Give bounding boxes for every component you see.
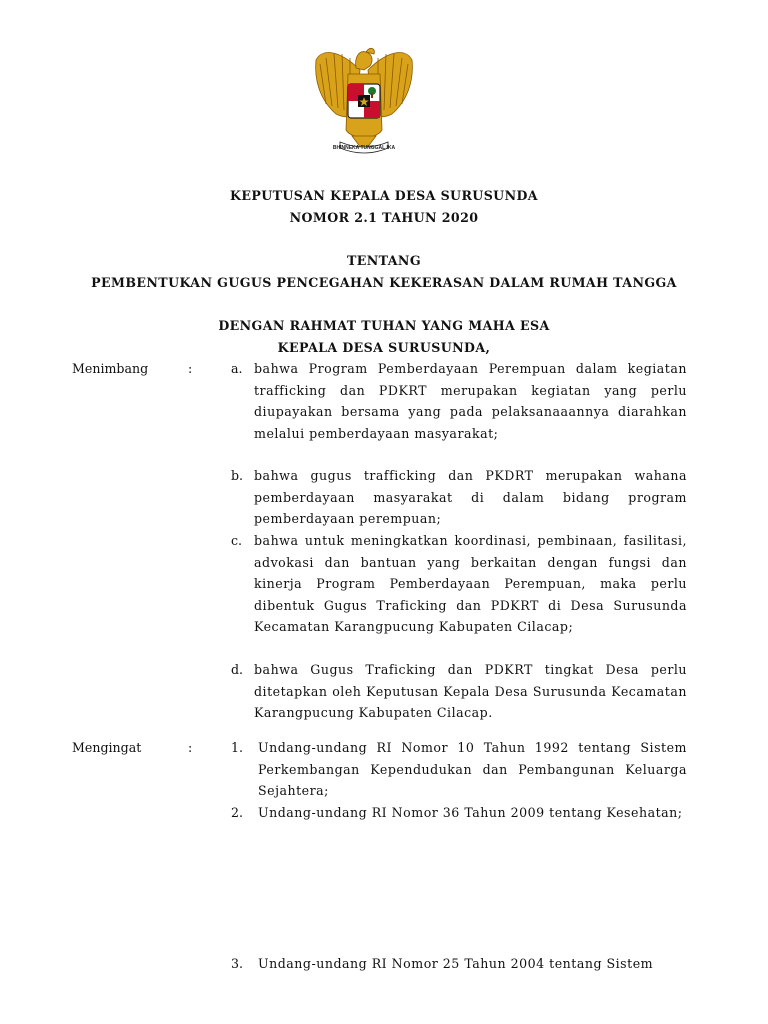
menimbang-marker-b: b.	[231, 468, 244, 483]
mengingat-marker-3: 3.	[231, 956, 244, 971]
rahmat-line: DENGAN RAHMAT TUHAN YANG MAHA ESA	[218, 318, 550, 333]
menimbang-item-a: bahwa Program Pemberdayaan Perempuan dalam kegiatan trafficking dan PDKRT merupakan kegiatan yang perlu diupayakan bersama yang pada pelaksanaaannya diarahkan melalui pemberdayaan masyarakat;	[254, 361, 687, 441]
mengingat-item-1: Undang-undang RI Nomor 10 Tahun 1992 tentang Sistem Perkembangan Kependudukan dan Pembangunan Keluarga Sejahtera;	[258, 740, 687, 798]
menimbang-marker-d: d.	[231, 662, 244, 677]
decree-title: KEPUTUSAN KEPALA DESA SURUSUNDA	[230, 188, 538, 203]
menimbang-label: Menimbang	[72, 361, 149, 376]
menimbang-item-c: bahwa untuk meningkatkan koordinasi, pembinaan, fasilitasi, advokasi dan bantuan yang berkaitan dengan fungsi dan kinerja Program Pemberdayaan Perempuan, maka perlu dibentuk Gugus Traficking dan PDKRT di Desa Surusunda Kecamatan Karangpucung Kabupaten Cilacap;	[254, 533, 687, 634]
menimbang-marker-a: a.	[231, 361, 243, 376]
menimbang-colon: :	[188, 361, 193, 376]
mengingat-item-2: Undang-undang RI Nomor 36 Tahun 2009 tentang Kesehatan;	[258, 805, 683, 820]
tentang-heading: TENTANG	[346, 253, 421, 268]
decree-number: NOMOR 2.1 TAHUN 2020	[289, 210, 479, 225]
menimbang-item-d: bahwa Gugus Traficking dan PDKRT tingkat Desa perlu ditetapkan oleh Keputusan Kepala Desa Surusunda Kecamatan Karangpucung Kabupaten Cilacap.	[254, 662, 687, 720]
menimbang-item-b: bahwa gugus trafficking dan PKDRT merupakan wahana pemberdayaan masyarakat di dalam bidang program pemberdayaan perempuan;	[254, 468, 687, 526]
mengingat-colon: :	[188, 740, 193, 755]
mengingat-marker-1: 1.	[231, 740, 244, 755]
mengingat-item-3: Undang-undang RI Nomor 25 Tahun 2004 tentang Sistem	[258, 956, 654, 971]
menimbang-marker-c: c.	[231, 533, 243, 548]
emblem-motto: BHINNEKA TUNGGAL IKA	[332, 145, 396, 151]
garuda-emblem-icon	[310, 40, 418, 160]
decree-subject: PEMBENTUKAN GUGUS PENCEGAHAN KEKERASAN DALAM RUMAH TANGGA	[91, 275, 677, 290]
kepala-desa-line: KEPALA DESA SURUSUNDA,	[277, 340, 491, 355]
mengingat-marker-2: 2.	[231, 805, 244, 820]
mengingat-label: Mengingat	[72, 740, 142, 755]
